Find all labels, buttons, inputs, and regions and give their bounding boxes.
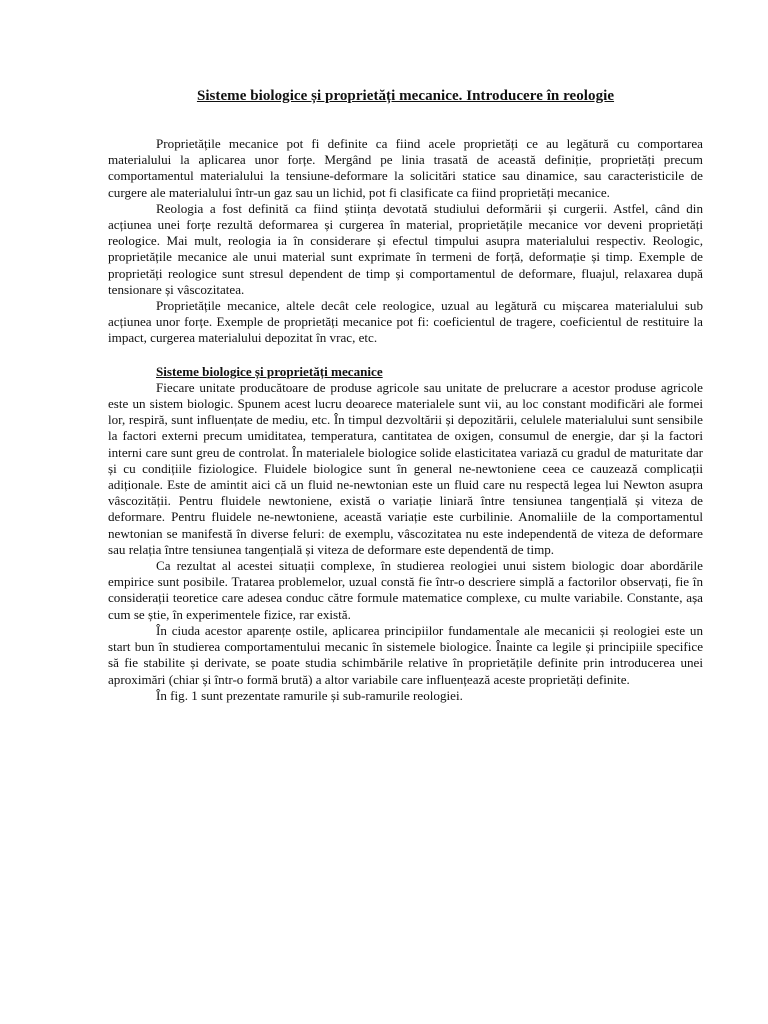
document-title: Sisteme biologice și proprietăți mecanice. Introducere în reologie [196, 88, 615, 104]
intro-paragraph-1: Proprietățile mecanice pot fi definite ca fiind acele proprietăți ce au legătură cu comportarea materialului la aplicarea unor forțe. Mergând pe linia trasată de această definiție, proprietăți precum comportamentul materialului la tensiune-deformare la solicitări statice sau dinamice, sau caracteristicile de curgere ale materialului într-un gaz sau un lichid, pot fi clasificate ca fiind proprietăți mecanice. [108, 136, 703, 200]
intro-paragraph-2: Reologia a fost definită ca fiind știința devotată studiului deformării și curgerii. Astfel, când din acțiunea unei forțe rezultă deformarea și curgerea în material, proprietățile mecanice vor deveni proprietăți reologice. Mai mult, reologia ia în considerare și efectul timpului asupra materialului respectiv. Reologic, proprietățile mecanice ale unui material sunt exprimate în termeni de forță, deformație și timp. Exemple de proprietăți reologice sunt stresul dependent de timp și comportamentul de deformare, fluajul, relaxarea după tensionare și vâscozitatea. [108, 200, 703, 297]
section-paragraph-2: Ca rezultat al acestei situații complexe, în studierea reologiei unui sistem biologic doar abordările empirice sunt posibile. Tratarea problemelor, uzual constă fie într-o descriere simplă a factorilor observați, fie în considerații teoretice care adesea conduc către formule matematice complexe, cu multe variabile. Constante, așa cum se știe, în experimentele fizice, rar există. [108, 558, 703, 622]
intro-section [108, 136, 703, 347]
section-paragraph-1: Fiecare unitate producătoare de produse agricole sau unitate de prelucrare a acestor produse agricole este un sistem biologic. Spunem acest lucru deoarece materialele sunt vii, au loc constant modificări ale formei lor, respiră, sunt influențate de mediu, etc. În timpul dezvoltării și depozitării, celulele materialului sunt sensibile la factori externi precum umiditatea, temperatura, cantitatea de oxigen, consumul de energie, dar și la factori interni care sunt greu de controlat. În materialele biologice solide elasticitatea variază cu gradul de maturitate dar și cu condițiile fiziologice. Fluidele biologice sunt în general ne-newtoniene ceea ce cauzează complicații adiționale. Este de amintit aici că un fluid ne-newtonian este un fluid care nu respectă legea lui Newton asupra vâscozității. Pentru fluidele newtoniene, există o variație liniară între tensiunea tangențială și viteza de deformare. Pentru fluidele ne-newtoniene, această variație este curbilinie. Anomaliile de la comportamentul newtonian se manifestă în diverse feluri: de exemplu, vâscozitatea nu este independentă de viteza de deformare sau relația între tensiunea tangențială și viteza de deformare este dependentă de timp. [108, 379, 703, 557]
section-paragraph-3: În ciuda acestor aparențe ostile, aplicarea principiilor fundamentale ale mecanicii și reologiei este un start bun în studierea comportamentului mecanic în sistemele biologice. Înainte ca legile și principiile specifice să fie stabilite și derivate, se poate studia schimbările relative în proprietățile definite prin introducerea unei aproximări (chiar și într-o formă brută) a altor variabile care influențează aceste proprietăți definite. [108, 622, 703, 687]
section-paragraph-4: În fig. 1 sunt prezentate ramurile și sub-ramurile reologiei. [156, 687, 463, 703]
document-page [108, 86, 703, 704]
biological-systems-section [108, 364, 703, 704]
section-heading: Sisteme biologice și proprietăți mecanice [156, 363, 383, 379]
intro-paragraph-3: Proprietățile mecanice, altele decât cele reologice, uzual au legătură cu mișcarea materialului sub acțiunea unor forțe. Exemple de proprietăți mecanice pot fi: coeficientul de tragere, coeficientul de restituire la impact, curgerea materialului depozitat în vrac, etc. [108, 298, 703, 346]
